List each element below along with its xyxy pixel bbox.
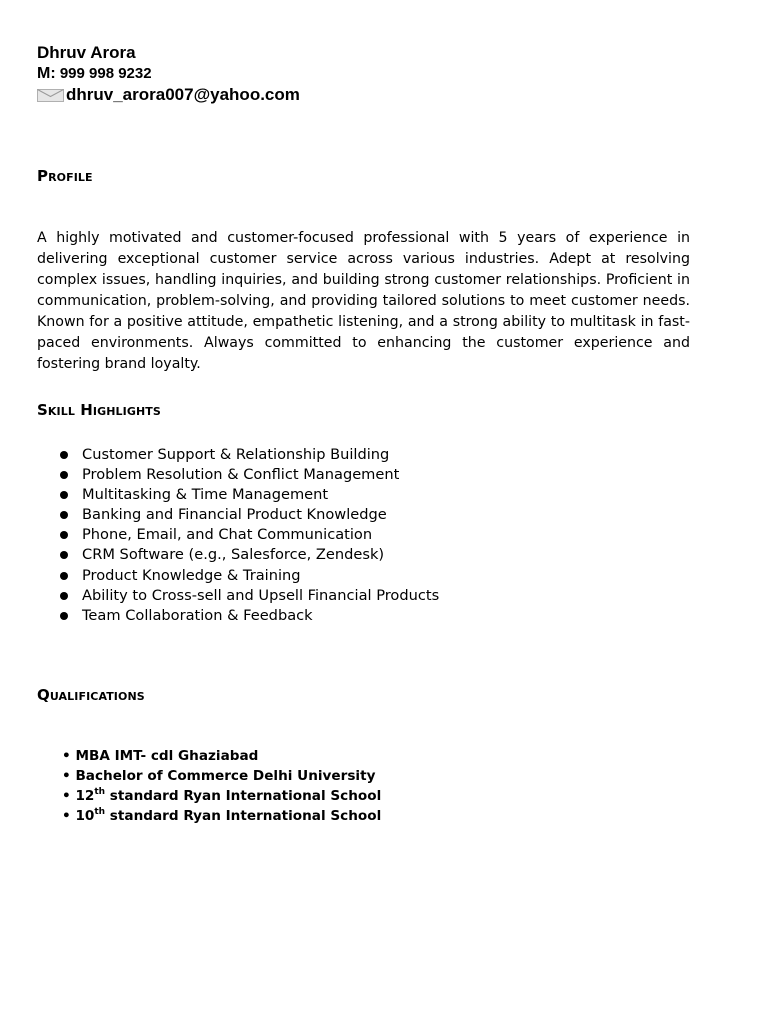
bullet: •	[62, 808, 71, 824]
qualifications-list	[62, 746, 381, 826]
bullet-icon	[60, 451, 68, 459]
qualification-grade: 12	[75, 788, 95, 804]
bullet: •	[62, 768, 71, 784]
list-item	[62, 806, 381, 826]
profile-summary: A highly motivated and customer-focused professional with 5 years of experience in delivering exceptional customer service across various industries. Adept at resolving complex issues, handling inquiries, and building strong customer relationships. Proficient in communication, problem-solving, and providing tailored solutions to meet customer needs. Known for a positive attitude, empathetic listening, and a strong ability to multitask in fast-paced environments. Always committed to enhancing the customer experience and fostering brand loyalty.	[37, 230, 690, 372]
list-item	[58, 586, 439, 606]
phone-line	[37, 63, 300, 84]
skills-heading: Skill Highlights	[37, 401, 161, 419]
skill-text: Ability to Cross-sell and Upsell Financial Products	[82, 586, 440, 604]
bullet-icon	[60, 551, 68, 559]
email-address[interactable]: dhruv_arora007@yahoo.com	[66, 85, 300, 104]
phone-prefix: M:	[37, 65, 56, 82]
list-item	[58, 566, 439, 586]
qualification-text: standard Ryan International School	[105, 808, 382, 824]
list-item	[58, 445, 439, 465]
profile-heading: Profile	[37, 167, 93, 185]
bullet-icon	[60, 612, 68, 620]
bullet-icon	[60, 491, 68, 499]
envelope-icon	[37, 89, 64, 102]
list-item	[58, 485, 439, 505]
ordinal-suffix: th	[94, 787, 106, 797]
list-item	[62, 786, 381, 806]
bullet: •	[62, 748, 71, 764]
skill-text: Phone, Email, and Chat Communication	[82, 526, 373, 544]
skill-text: Team Collaboration & Feedback	[82, 606, 313, 624]
skill-text: Customer Support & Relationship Building	[82, 446, 390, 463]
list-item	[62, 746, 381, 766]
bullet-icon	[60, 471, 68, 479]
list-item	[58, 465, 439, 485]
skill-text: Problem Resolution & Conflict Management	[82, 466, 400, 484]
skills-list	[58, 445, 439, 626]
skill-text: Multitasking & Time Management	[82, 486, 329, 504]
list-item	[58, 505, 439, 525]
contact-header	[37, 42, 300, 106]
bullet-icon	[60, 531, 68, 539]
phone-number: 999 998 9232	[59, 65, 152, 82]
list-item	[58, 606, 439, 626]
list-item	[58, 545, 439, 565]
skill-text: CRM Software (e.g., Salesforce, Zendesk)	[82, 546, 385, 564]
qualification-text: Bachelor of Commerce Delhi University	[75, 768, 376, 784]
qualification-grade: 10	[75, 808, 95, 824]
bullet-icon	[60, 511, 68, 519]
bullet-icon	[60, 592, 68, 600]
list-item	[62, 766, 381, 786]
qualification-text: MBA IMT- cdl Ghaziabad	[75, 748, 259, 764]
ordinal-suffix: th	[94, 807, 106, 817]
email-line	[37, 84, 300, 106]
skill-text: Product Knowledge & Training	[82, 566, 301, 584]
qualifications-heading: Qualifications	[37, 686, 145, 704]
skill-text: Banking and Financial Product Knowledge	[82, 506, 387, 524]
bullet: •	[62, 788, 71, 804]
candidate-name: Dhruv Arora	[37, 43, 136, 62]
list-item	[58, 525, 439, 545]
qualification-text: standard Ryan International School	[105, 788, 382, 804]
bullet-icon	[60, 572, 68, 580]
